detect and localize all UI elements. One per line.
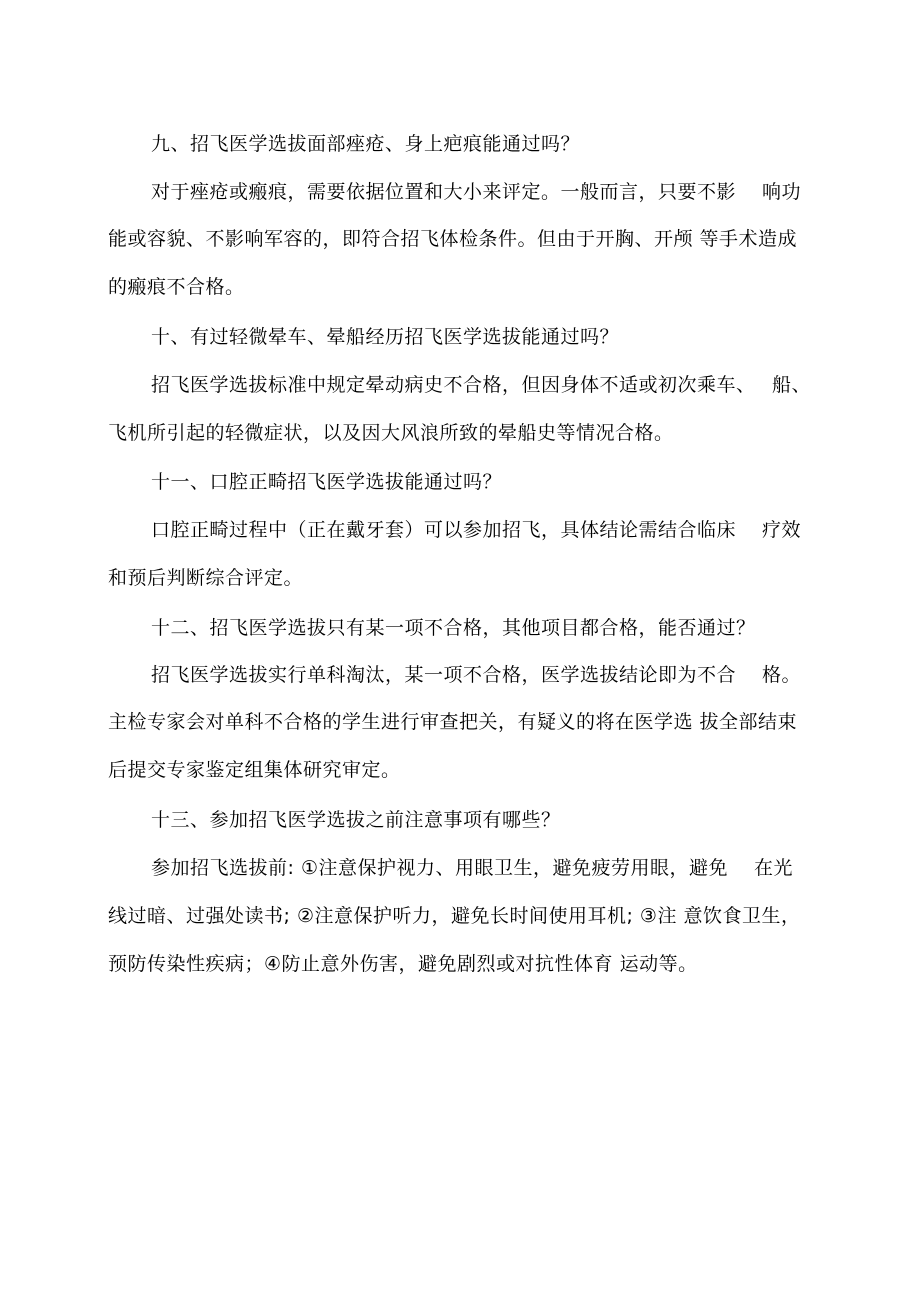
section-13-question: 十三、参加招飞医学选拔之前注意事项有哪些？: [151, 809, 561, 831]
section-9-answer-line-1: 对于痤疮或瘢痕，需要依据位置和大小来评定。一般而言，只要不影 响功: [151, 181, 802, 203]
section-12-answer-line-2: 主检专家会对单科不合格的学生进行审查把关，有疑义的将在医学选 拔全部结束: [108, 711, 798, 733]
section-10-question: 十、有过轻微晕车、晕船经历招飞医学选拔能通过吗？: [151, 326, 620, 348]
section-11-answer-line-1: 口腔正畸过程中（正在戴牙套）可以参加招飞，具体结论需结合临床 疗效: [151, 519, 802, 541]
section-13-answer-line-2: 线过暗、过强处读书; ②注意保护听力，避免长时间使用耳机; ③注 意饮食卫生，: [108, 905, 801, 927]
section-9-answer-line-3: 的瘢痕不合格。: [108, 276, 245, 298]
section-9-question: 九、招飞医学选拔面部痤疮、身上疤痕能通过吗？: [151, 133, 581, 155]
section-10-answer-line-2: 飞机所引起的轻微症状，以及因大风浪所致的晕船史等情况合格。: [108, 422, 674, 444]
section-13-answer-line-3: 预防传染性疾病；④防止意外伤害，避免剧烈或对抗性体育 运动等。: [108, 953, 698, 975]
section-12-answer-line-1: 招飞医学选拔实行单科淘汰，某一项不合格，医学选拔结论即为不合 格。: [151, 664, 802, 686]
section-11-answer-line-2: 和预后判断综合评定。: [108, 567, 304, 589]
section-9-answer-line-2: 能或容貌、不影响军容的，即符合招飞体检条件。但由于开胸、开颅 等手术造成: [108, 228, 798, 250]
section-12-answer-line-3: 后提交专家鉴定组集体研究审定。: [108, 759, 401, 781]
section-12-question: 十二、招飞医学选拔只有某一项不合格，其他项目都合格，能否通过？: [151, 617, 756, 639]
section-11-question: 十一、口腔正畸招飞医学选拔能通过吗？: [151, 471, 503, 493]
section-10-answer-line-1: 招飞医学选拔标准中规定晕动病史不合格，但因身体不适或初次乘车、 船、: [151, 374, 812, 396]
section-13-answer-line-1: 参加招飞选拔前: ①注意保护视力、用眼卫生，避免疲劳用眼，避免 在光: [151, 857, 794, 879]
